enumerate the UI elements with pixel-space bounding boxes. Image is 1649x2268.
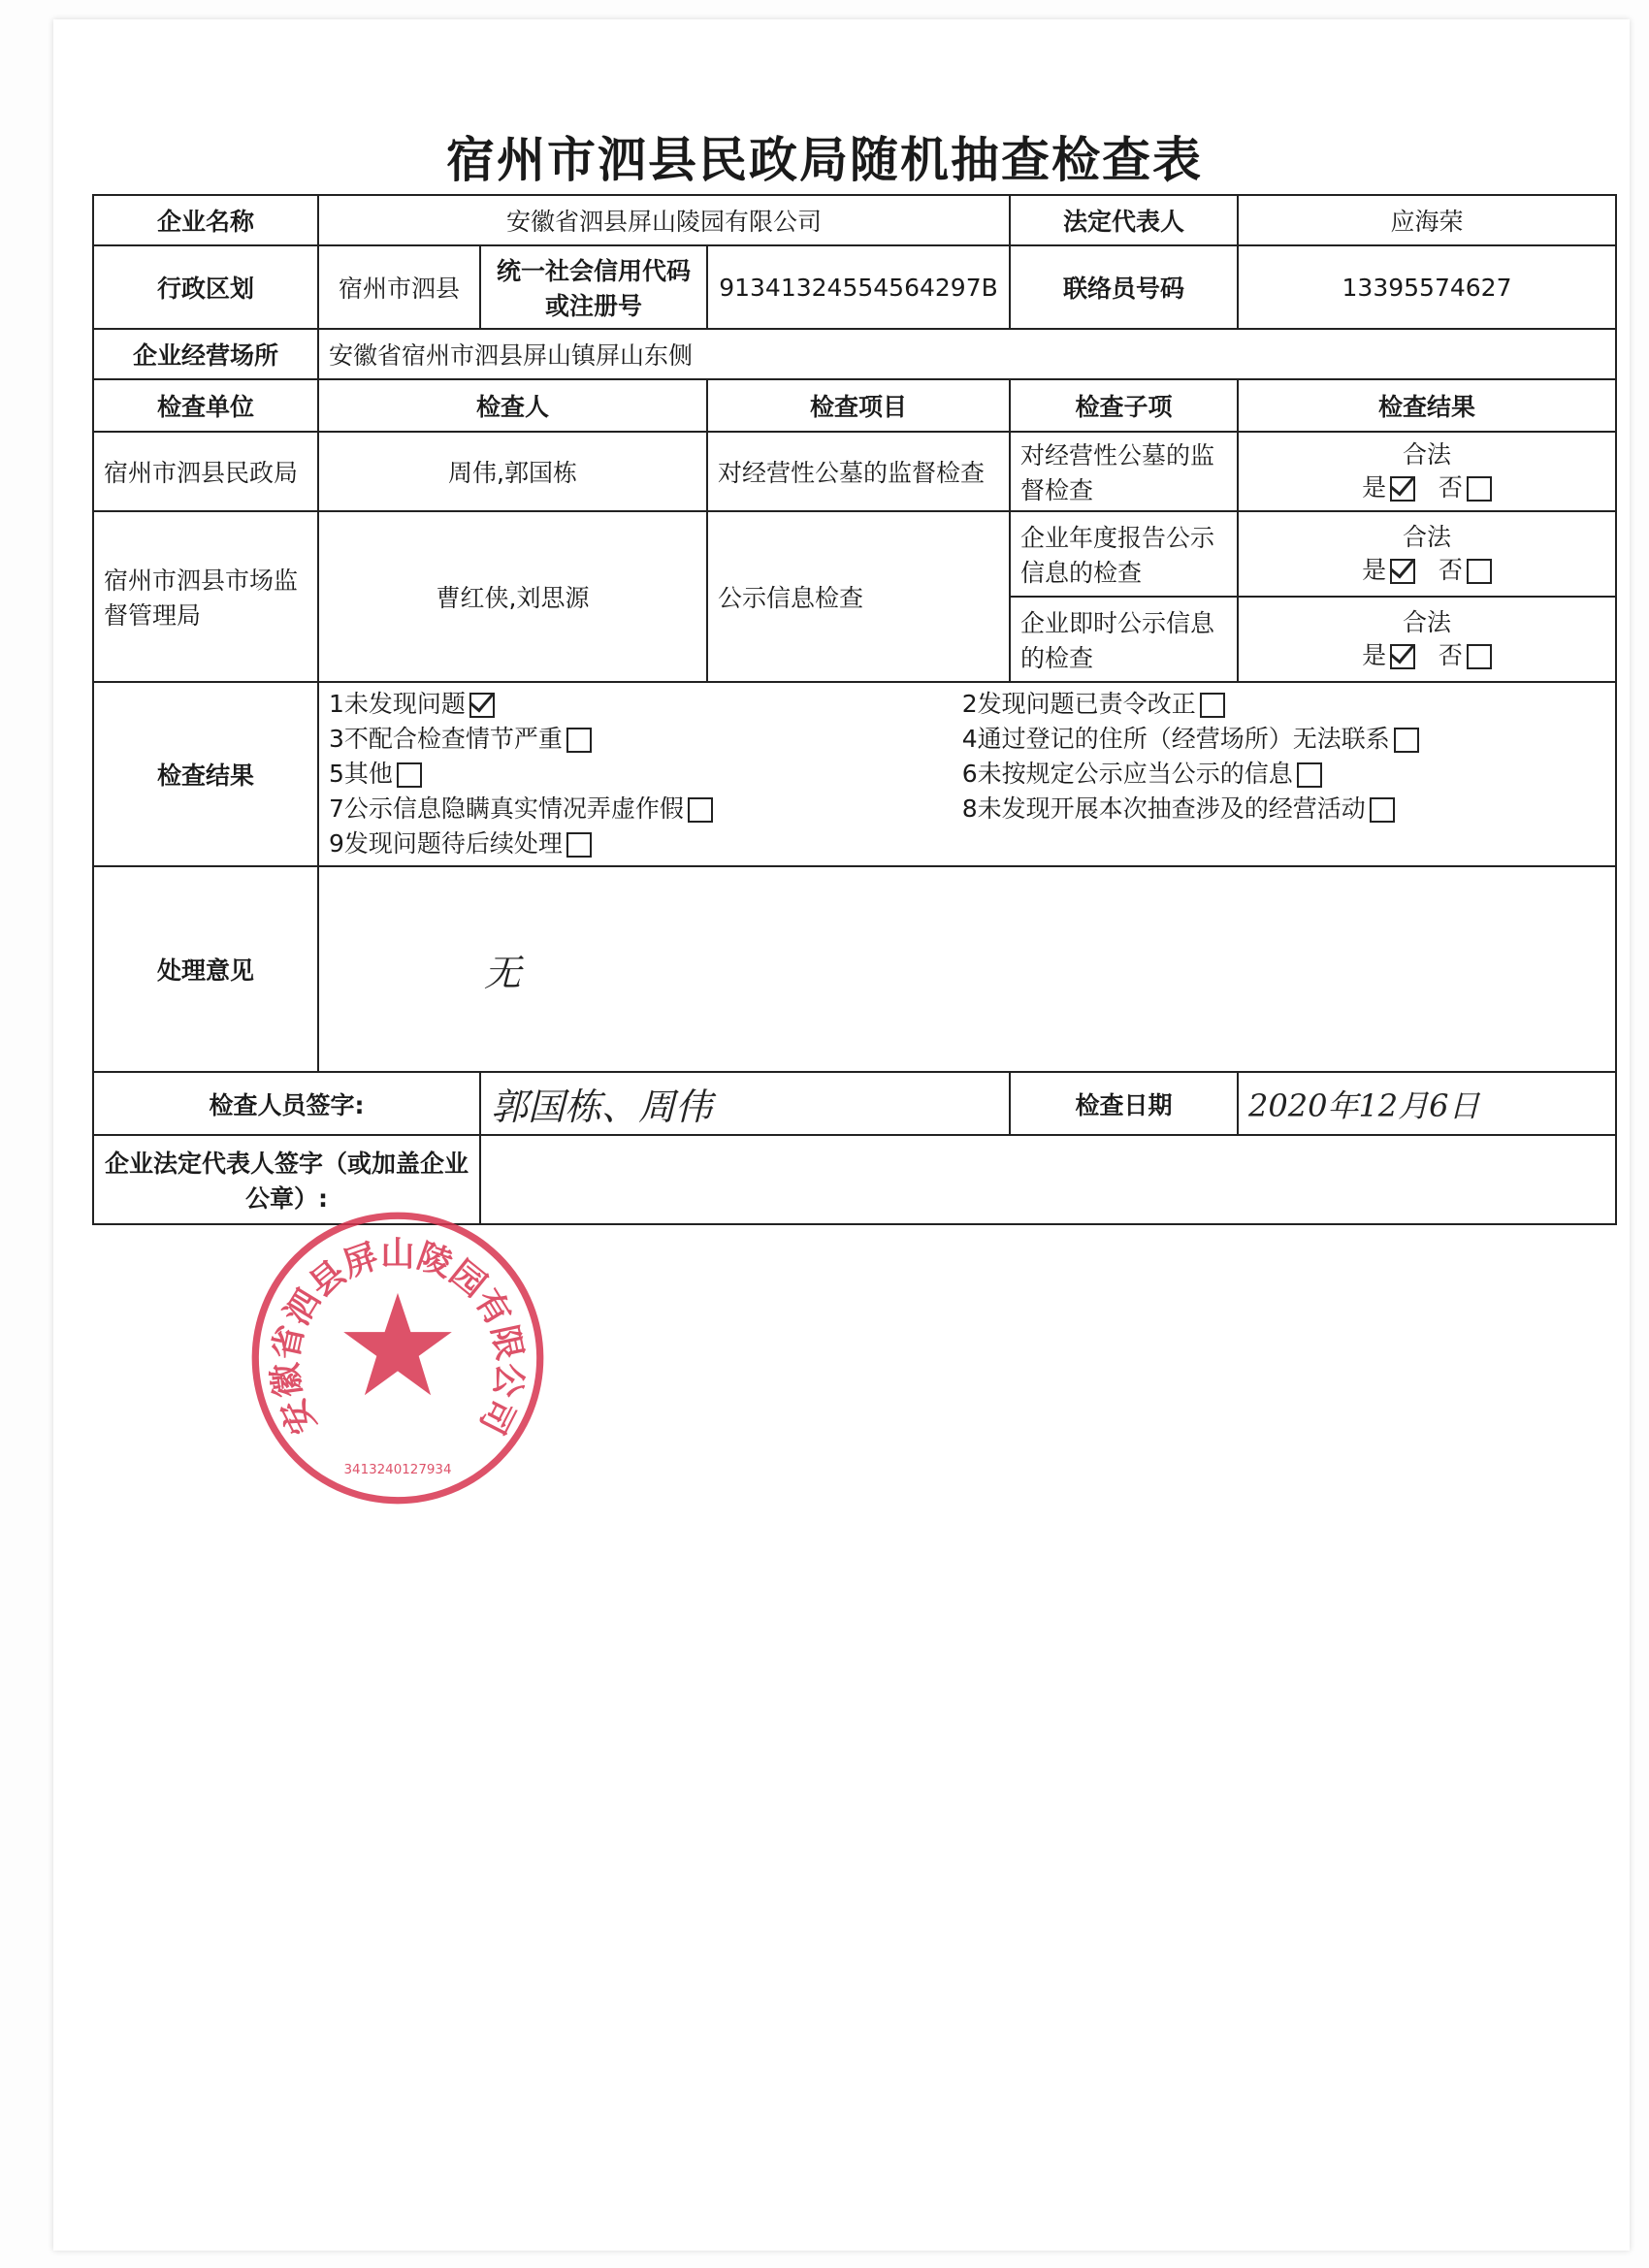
result-cell [1238,432,1616,511]
result-option [962,722,1588,757]
option-checkbox[interactable] [1297,762,1322,788]
credit-code-label: 统一社会信用代码或注册号 [480,245,707,329]
contact-phone-value: 13395574627 [1238,245,1616,329]
option-label: 5其他 [329,760,393,788]
result-cell [1238,597,1616,682]
result-option [329,757,954,792]
credit-code-value: 91341324554564297B [707,245,1010,329]
no-checkbox[interactable] [1467,644,1492,669]
district-label: 行政区划 [93,245,318,329]
option-label: 7公示信息隐瞒真实情况弄虚作假 [329,794,684,823]
result-verdict: 合法 [1402,523,1451,551]
option-checkbox[interactable] [1370,797,1395,823]
handling-opinion-handwriting: 无 [484,951,522,994]
form-title: 宿州市泗县民政局随机抽查检查表 [446,132,1203,188]
option-label: 9发现问题待后续处理 [329,829,563,858]
company-name-value: 安徽省泗县屏山陵园有限公司 [318,195,1010,245]
business-address-label: 企业经营场所 [93,329,318,379]
option-checkbox[interactable] [566,728,592,753]
company-seal [247,1208,548,1508]
inspect-date-cell [1238,1072,1616,1135]
option-label: 8未发现开展本次抽查涉及的经营活动 [961,794,1366,823]
check-result-options [318,682,1616,866]
no-label: 否 [1438,473,1463,502]
option-checkbox[interactable] [397,762,422,788]
option-label: 4通过登记的住所（经营场所）无法联系 [961,725,1390,753]
inspector-sign-label: 检查人员签字: [93,1072,480,1135]
inspector-cell: 曹红侠,刘思源 [318,511,707,682]
no-checkbox[interactable] [1467,559,1492,584]
option-checkbox[interactable] [469,693,495,718]
result-options-left [329,687,954,861]
handling-opinion-cell [318,866,1616,1072]
seal-text: 安徽省泗县屏山陵园有限公司 [265,1234,531,1441]
inspector-signature: 郭国栋、周伟 [491,1085,713,1128]
yes-checkbox[interactable] [1390,644,1415,669]
company-name-label: 企业名称 [93,195,318,245]
legal-rep-label: 法定代表人 [1010,195,1238,245]
result-option [329,826,954,861]
seal-number: 3413240127934 [343,1462,452,1477]
result-verdict: 合法 [1402,608,1451,636]
inspect-date-value: 2020年12月6日 [1248,1086,1480,1124]
inspect-unit-header: 检查单位 [93,379,318,432]
inspect-item-header: 检查项目 [707,379,1010,432]
no-checkbox[interactable] [1467,476,1492,502]
inspect-date-label: 检查日期 [1010,1072,1238,1135]
option-label: 1未发现问题 [329,690,466,718]
inspector-sign-cell [480,1072,1010,1135]
inspect-result-header: 检查结果 [1238,379,1616,432]
result-option [962,757,1588,792]
result-option [329,722,954,757]
inspect-item-cell: 对经营性公墓的监督检查 [707,432,1010,511]
table-row [93,511,1616,597]
inspect-unit-cell: 宿州市泗县市场监督管理局 [93,511,318,682]
inspect-subitem-cell: 企业年度报告公示信息的检查 [1010,511,1238,597]
table-row [93,432,1616,511]
result-option [962,792,1588,826]
inspector-header: 检查人 [318,379,707,432]
handling-opinion-label: 处理意见 [93,866,318,1072]
legal-sign-cell [480,1135,1616,1224]
inspect-subitem-cell: 企业即时公示信息的检查 [1010,597,1238,682]
inspect-subitem-cell: 对经营性公墓的监督检查 [1010,432,1238,511]
seal-star-icon [343,1293,452,1395]
yes-label: 是 [1362,556,1387,584]
yes-label: 是 [1362,473,1387,502]
yes-label: 是 [1362,641,1387,669]
legal-sign-label: 企业法定代表人签字（或加盖企业公章）: [93,1135,480,1224]
result-options-right [962,687,1588,826]
option-checkbox[interactable] [1200,693,1225,718]
inspection-form-table [92,194,1617,1225]
option-checkbox[interactable] [566,832,592,858]
result-option [962,687,1588,722]
option-checkbox[interactable] [688,797,713,823]
yes-checkbox[interactable] [1390,476,1415,502]
no-label: 否 [1438,641,1463,669]
contact-phone-label: 联络员号码 [1010,245,1238,329]
business-address-value: 安徽省宿州市泗县屏山镇屏山东侧 [318,329,1616,379]
option-checkbox[interactable] [1394,728,1419,753]
yes-checkbox[interactable] [1390,559,1415,584]
district-value: 宿州市泗县 [318,245,480,329]
legal-rep-value: 应海荣 [1238,195,1616,245]
option-label: 6未按规定公示应当公示的信息 [961,760,1293,788]
inspect-unit-cell: 宿州市泗县民政局 [93,432,318,511]
result-option [329,687,954,722]
option-label: 2发现问题已责令改正 [961,690,1196,718]
inspector-cell: 周伟,郭国栋 [318,432,707,511]
check-result-label: 检查结果 [93,682,318,866]
result-verdict: 合法 [1402,440,1451,469]
no-label: 否 [1438,556,1463,584]
result-option [329,792,954,826]
result-cell [1238,511,1616,597]
inspect-subitem-header: 检查子项 [1010,379,1238,432]
inspect-item-cell: 公示信息检查 [707,511,1010,682]
option-label: 3不配合检查情节严重 [329,725,563,753]
